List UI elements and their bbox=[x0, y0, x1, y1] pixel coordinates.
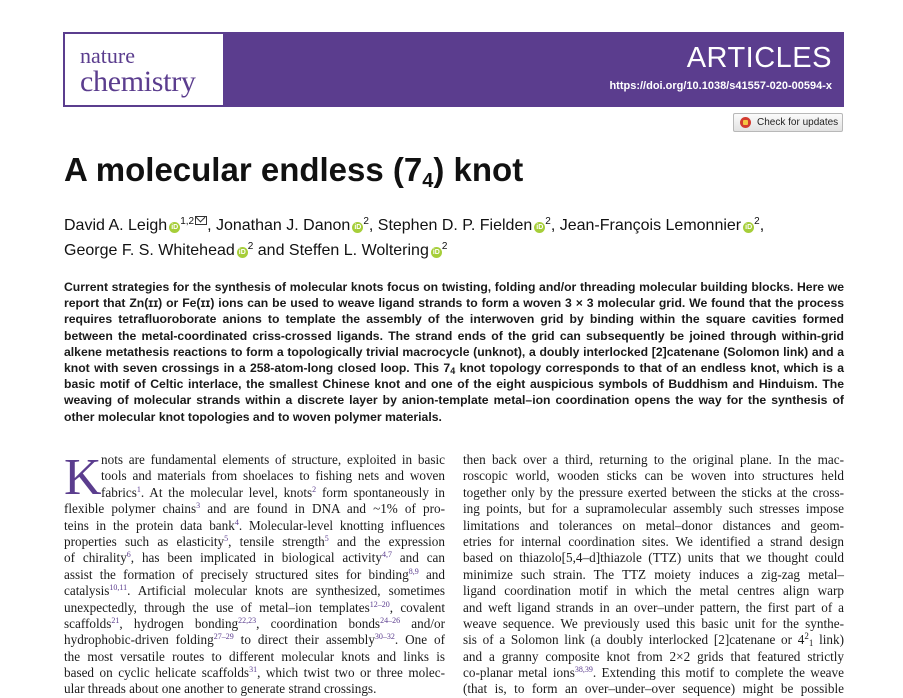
citation-link[interactable]: 22,23 bbox=[238, 615, 257, 625]
citation-link[interactable]: 5 bbox=[224, 533, 229, 543]
citation-link[interactable]: 27–29 bbox=[213, 632, 234, 642]
doi-link[interactable]: https://doi.org/10.1038/s41557-020-00594-x bbox=[609, 80, 832, 92]
citation-link[interactable]: 38,39 bbox=[574, 665, 593, 675]
text-line: minimize such strain. The TTZ moiety induces a zig-zag metal– bbox=[463, 566, 844, 582]
orcid-icon[interactable]: iD bbox=[171, 224, 179, 231]
text-line: ular threads about one another to generate strand crossings. bbox=[64, 681, 377, 697]
text-line: limitations and tolerances on metal–donor distances and geom- bbox=[463, 517, 844, 533]
text-line: of chirality$^6$, has been implicated in biological activity$^{4,7}$ and can bbox=[64, 550, 445, 566]
drop-cap: K bbox=[64, 449, 102, 506]
citation-link[interactable]: 1 bbox=[136, 484, 141, 494]
journal-logo[interactable] bbox=[63, 32, 225, 107]
citation-link[interactable]: 8,9 bbox=[408, 566, 419, 576]
title-main: A molecular endless (7 bbox=[64, 151, 423, 188]
affiliation-ref: 2 bbox=[754, 216, 760, 227]
affiliation-ref: 2 bbox=[247, 241, 254, 252]
header-band bbox=[225, 32, 844, 107]
affiliation-ref: 1,2 bbox=[180, 216, 195, 227]
title-end: ) knot bbox=[433, 151, 524, 188]
text-line: fabrics$^1$. At the molecular level, knots$^2$ form spontaneously in bbox=[101, 484, 445, 500]
text-line: weave sequence. We previously used this basic unit for the synthe- bbox=[463, 615, 844, 631]
text-line: tools and materials from shoelaces to fishing nets and woven bbox=[101, 468, 445, 484]
citation-link[interactable]: 31 bbox=[249, 665, 258, 675]
subscript: 1 bbox=[808, 638, 814, 649]
author-name[interactable]: , Jean-François Lemonnier bbox=[550, 217, 742, 234]
text-line: ing points, but for a supramolecular assembly such stresses impose bbox=[463, 501, 844, 517]
text-line: together only by the pressure exerted between the sticks at the cross- bbox=[463, 484, 844, 500]
title-subscript: 4 bbox=[422, 170, 434, 192]
text-line: sis of a Solomon link (a doubly interlocked [2]catenane or $4^2_1$ link) bbox=[463, 631, 844, 649]
section-label: ARTICLES bbox=[686, 42, 832, 74]
journal-name-line1: nature bbox=[80, 43, 135, 68]
text-line: based on thiazolo[5,4–d]thiazole (TTZ) units that we thought could bbox=[463, 550, 844, 566]
journal-header bbox=[63, 32, 844, 107]
check-for-updates-label: Check for updates bbox=[757, 117, 839, 128]
abstract-text-cont: knot topology corresponds to that of an endless knot, which is a basic motif of Celtic interlace, the smallest Chinese knot and one of the eight auspicious symbols of Buddhism and Hinduism. The weaving of molecular strands within a discrete layer by anion-template metal–ion coordination opens the way for the synthesis of other molecular knot topologies and to woven polymer materials. bbox=[64, 361, 844, 424]
citation-link[interactable]: 4 bbox=[234, 517, 239, 527]
body-column-left bbox=[64, 449, 445, 698]
abstract-subscript: 4 bbox=[450, 366, 456, 377]
author-name[interactable]: George F. S. Whitehead bbox=[64, 242, 235, 259]
email-icon[interactable] bbox=[195, 216, 207, 225]
text-line: properties such as elasticity$^5$, tensile strength$^5$ and the expression bbox=[64, 533, 445, 549]
citation-link[interactable]: 12–20 bbox=[369, 599, 390, 609]
author-name[interactable]: , Jonathan J. Danon bbox=[207, 217, 351, 234]
text-line: then back over a third, returning to the original plane. In the mac- bbox=[463, 452, 844, 467]
article-title bbox=[64, 151, 524, 192]
citation-link[interactable]: 10,11 bbox=[109, 583, 128, 593]
text-line: hydrophobic-driven folding$^{27-29}$ to direct their assembly$^{30-32}$. One of bbox=[64, 632, 445, 648]
author-name[interactable]: David A. Leigh bbox=[64, 217, 168, 234]
abstract bbox=[64, 279, 844, 425]
text-line: teins in the protein data bank$^4$. Molecular-level knotting influences bbox=[64, 517, 445, 533]
orcid-icon[interactable]: iD bbox=[536, 224, 544, 231]
orcid-icon[interactable]: iD bbox=[238, 249, 246, 256]
abstract-text: Current strategies for the synthesis of molecular knots focus on twisting, folding and/or threading molecular building blocks. Here we report that Zn(ɪɪ) or Fe(ɪɪ) ions can be used to weave ligand strands to form a woven 3 × 3 molecular grid. We found that the process requires tetrafluoroborate anions to template the assembly of the interwoven grid by binding within the square cavities formed between the metal-coordinated criss-crossed ligands. The strand ends of the grid can subsequently be joined through within-grid alkene metathesis reactions to form a topologically trivial macrocycle (unknot), a doubly interlocked [2]catenane (Solomon link) and a knot with seven crossings in a 258-atom-long closed loop. This 7 bbox=[64, 280, 844, 376]
text-line: etries for internal coordination sites. We identified a strand design bbox=[463, 533, 844, 549]
superscript: 2 bbox=[804, 631, 809, 642]
author-name[interactable]: , Stephen D. P. Fielden bbox=[368, 217, 533, 234]
affiliation-ref: 2 bbox=[441, 241, 448, 252]
affiliation-ref: 2 bbox=[363, 216, 369, 227]
citation-link[interactable]: 2 bbox=[312, 484, 317, 494]
citation-link[interactable]: 6 bbox=[126, 550, 131, 560]
text-line: the most versatile routes to different molecular knots and links is bbox=[64, 648, 445, 664]
citation-link[interactable]: 3 bbox=[196, 501, 201, 511]
citation-link[interactable]: 5 bbox=[324, 533, 329, 543]
text-line: catalysis$^{10,11}$. Artificial molecular knots are synthesized, sometimes bbox=[64, 583, 445, 599]
orcid-icon[interactable]: iD bbox=[432, 249, 440, 256]
text-line: assist the formation of precisely structured sites for binding$^{8,9}$ and bbox=[64, 566, 445, 582]
text-line: unexpectedly, through the use of metal–ion templates$^{12-20}$, covalent bbox=[64, 599, 445, 615]
author-name[interactable]: and Steffen L. Woltering bbox=[253, 242, 429, 259]
text-line: scaffolds$^{21}$, hydrogen bonding$^{22,23}$, coordination bonds$^{24-26}$ and/or bbox=[64, 615, 445, 631]
text-line: ligand coordination motif in which the metal centres align warp bbox=[463, 583, 844, 599]
orcid-icon[interactable]: iD bbox=[354, 224, 362, 231]
citation-link[interactable]: 30–32 bbox=[374, 632, 395, 642]
citation-link[interactable]: 24–26 bbox=[380, 615, 401, 625]
text-line: flexible polymer chains$^3$ and are found in DNA and ~1% of pro- bbox=[64, 501, 445, 517]
text-line: (that is, to form an over–under–over sequence) might be possible bbox=[463, 681, 844, 697]
author-list: David A. Leigh iD$^{1,2}$ , Jonathan J. Danon $iD^2$, Stephen D. P. Fielden $iD^2$, Jean-François Lemonnier $iD^2$, George F. S. Whitehead $iD^2$ and Steffen L. Woltering $iD^2$ bbox=[64, 216, 765, 259]
text-line: nots are fundamental elements of structure, exploited in basic bbox=[101, 452, 445, 467]
citation-link[interactable]: 4,7 bbox=[381, 550, 392, 560]
body-column-right bbox=[463, 452, 844, 698]
check-for-updates-button[interactable] bbox=[733, 113, 843, 132]
affiliation-ref: 2 bbox=[545, 216, 551, 227]
journal-name-line2: chemistry bbox=[80, 65, 196, 98]
crossmark-icon bbox=[740, 117, 751, 128]
text-line: roscopic world, wooden sticks can be woven into structures held bbox=[463, 468, 844, 484]
orcid-icon[interactable]: iD bbox=[745, 224, 753, 231]
text-line: based on cyclic helicate scaffolds$^{31}$, which twist two or three molec- bbox=[64, 665, 445, 681]
text-line: and a granny composite knot from 2×2 grids that featured strictly bbox=[463, 648, 844, 664]
citation-link[interactable]: 21 bbox=[111, 615, 120, 625]
text-line: and weft ligand strands in an over–under pattern, the first part of a bbox=[463, 599, 844, 615]
text-line: co-planar metal ions$^{38,39}$. Extending this motif to complete the weave bbox=[463, 665, 844, 681]
